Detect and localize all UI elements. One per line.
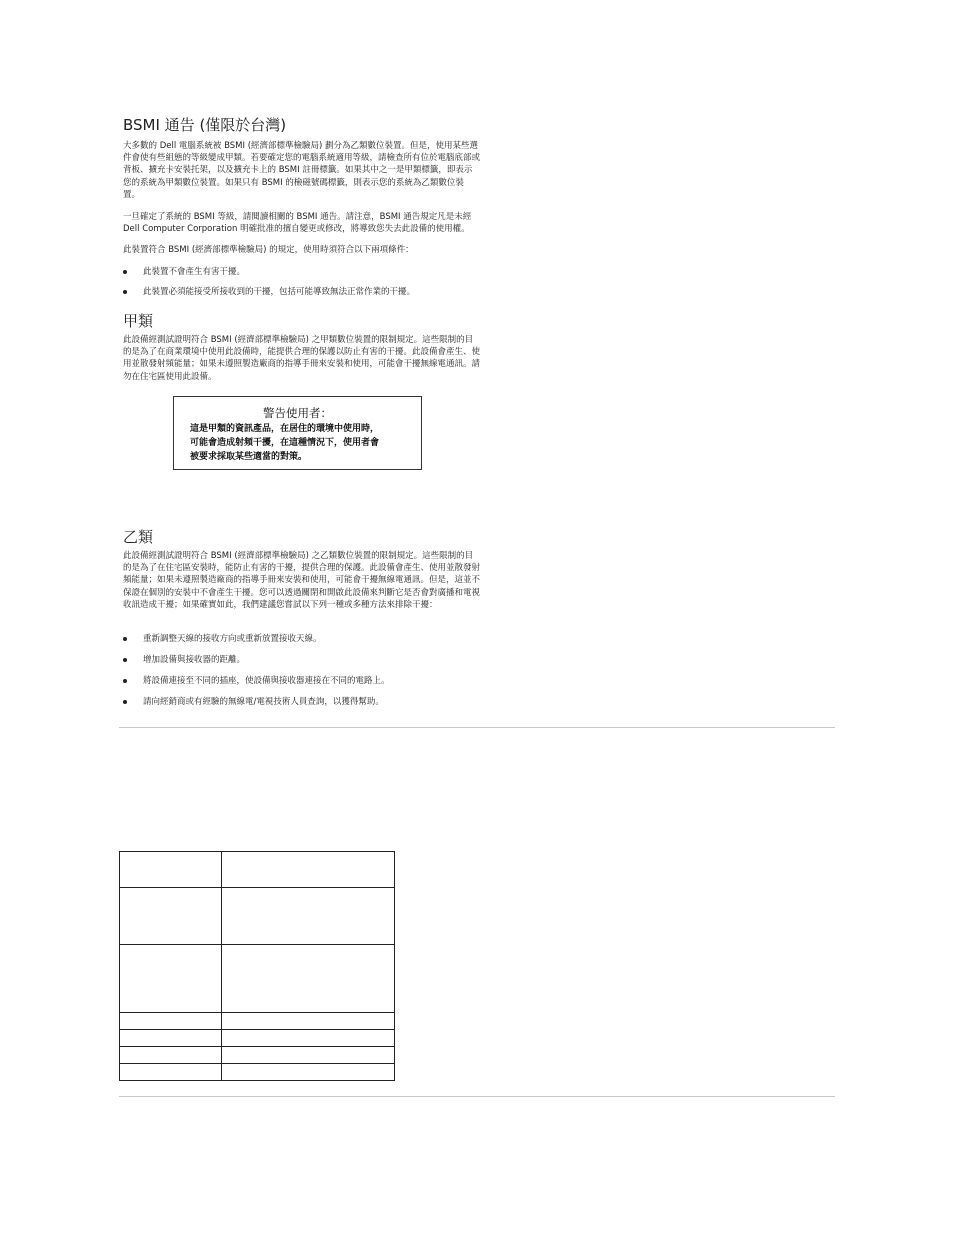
table-cell — [222, 1064, 395, 1081]
class-a-title: 甲類 — [123, 312, 154, 330]
table-cell — [120, 852, 222, 888]
table-cell — [222, 1013, 395, 1030]
bsmi-paragraph-1: 大多數的 Dell 電腦系統被 BSMI (經濟部標準檢驗局) 劃分為乙類數位裝置。但是，使用某些選件會使有些組態的等級變成甲類。若要確定您的電腦系統適用等級，請檢查所有位於電腦底部或背板、擴充卡安裝托架，以及擴充卡上的 BSMI 註冊標籤。如果其中之一是甲類標籤，即表示您的系統為甲類數位裝置。如果只有 BSMI 的檢磁號碼標籤，則表示您的系統為乙類數位裝置。 — [123, 141, 481, 200]
class-b-bullet-4-text: 請向經銷商或有經驗的無線電/電視技術人員查詢，以獲得幫助。 — [143, 697, 384, 707]
table-row — [120, 945, 395, 1013]
bullet-dot-icon — [123, 658, 127, 662]
table-row — [120, 1064, 395, 1081]
bsmi-title: BSMI 通告 (僅限於台灣) — [123, 116, 287, 134]
class-b-title: 乙類 — [123, 528, 154, 546]
table-cell — [222, 945, 395, 1013]
table-cell — [120, 1013, 222, 1030]
table-cell — [222, 1047, 395, 1064]
table-row — [120, 852, 395, 888]
bsmi-paragraph-2: 一旦確定了系統的 BSMI 等級，請閱讀相關的 BSMI 通告。請注意，BSMI 通告規定凡是未經 Dell Computer Corporation 明確批准的擅自變更或修改，將導致您失去此設備的使用權。 — [123, 212, 472, 235]
bottom-divider — [119, 1096, 835, 1097]
table-row — [120, 1030, 395, 1047]
table-cell — [120, 888, 222, 945]
warning-line-2: 可能會造成射頻干擾，在這種情況下，使用者會 — [190, 438, 380, 448]
class-a-paragraph: 此設備經測試證明符合 BSMI (經濟部標準檢驗局) 之甲類數位裝置的限制規定。這些限制的目的是為了在商業環境中使用此設備時，能提供合理的保護以防止有害的干擾。此設備會產生、使用並散發射頻能量；如果未遵照製造廠商的指導手冊來安裝和使用，可能會干擾無線電通訊。請勿在住宅區使用此設備。 — [123, 335, 481, 382]
spec-table — [119, 851, 395, 1081]
class-b-bullet-3-text: 將設備連接至不同的插座，使設備與接收器連接在不同的電路上。 — [143, 676, 390, 686]
bullet-dot-icon — [123, 290, 127, 294]
section-divider — [119, 727, 835, 728]
table-cell — [120, 1047, 222, 1064]
bullet-dot-icon — [123, 637, 127, 641]
table-row — [120, 1047, 395, 1064]
warning-title: 警告使用者： — [263, 406, 332, 420]
table-cell — [222, 852, 395, 888]
table-cell — [120, 1064, 222, 1081]
table-cell — [222, 1030, 395, 1047]
warning-line-1: 這是甲類的資訊產品，在居住的環境中使用時， — [190, 424, 380, 434]
table-cell — [222, 888, 395, 945]
bsmi-paragraph-3: 此裝置符合 BSMI (經濟部標準檢驗局) 的規定，使用時須符合以下兩項條件： — [123, 245, 414, 255]
class-b-bullet-2-text: 增加設備與接收器的距離。 — [143, 655, 246, 665]
bsmi-bullet-1-text: 此裝置不會產生有害干擾。 — [143, 267, 246, 277]
table-row — [120, 888, 395, 945]
bullet-dot-icon — [123, 679, 127, 683]
warning-box — [173, 396, 422, 470]
table-cell — [120, 945, 222, 1013]
table-cell — [120, 1030, 222, 1047]
class-b-paragraph: 此設備經測試證明符合 BSMI (經濟部標準檢驗局) 之乙類數位裝置的限制規定。這些限制的目的是為了在住宅區安裝時，能防止有害的干擾，提供合理的保護。此設備會產生、使用並散發射頻能量；如果未遵照製造廠商的指導手冊來安裝和使用，可能會干擾無線電通訊。但是，這並不保證在個別的安裝中不會產生干擾。您可以透過關閉和開啟此設備來判斷它是否會對廣播和電視收訊造成干擾；如果確實如此，我們建議您嘗試以下列一種或多種方法來排除干擾： — [123, 551, 481, 610]
class-b-bullet-1-text: 重新調整天線的接收方向或重新放置接收天線。 — [143, 634, 322, 644]
bsmi-bullet-2-text: 此裝置必須能接受所接收到的干擾，包括可能導致無法正常作業的干擾。 — [143, 287, 416, 297]
warning-line-3: 被要求採取某些適當的對策。 — [190, 452, 308, 462]
bullet-dot-icon — [123, 700, 127, 704]
table-row — [120, 1013, 395, 1030]
bullet-dot-icon — [123, 270, 127, 274]
